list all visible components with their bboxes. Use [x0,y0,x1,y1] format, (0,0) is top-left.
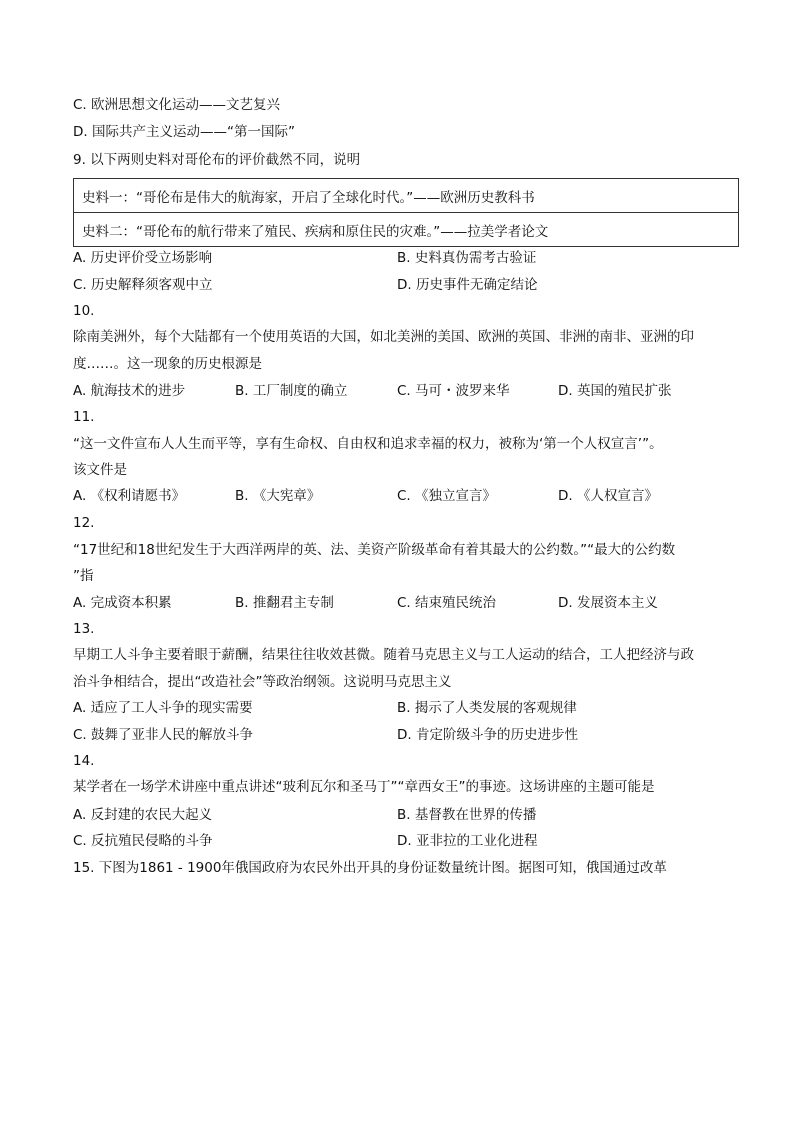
question-13-stem-line2: 治斗争相结合，提出“改造社会”等政治纲领。这说明马克思主义 [73,674,452,690]
option-b: B. 史料真伪需考古验证 [397,250,537,266]
question-14-stem-line1: 某学者在一场学术讲座中重点讲述“玻利瓦尔和圣马丁”“章西女王”的事迹。这场讲座的主题可能是 [73,779,655,795]
question-12-stem-line2: ”指 [73,568,94,584]
question-15-stem: 15. 下图为1861 - 1900年俄国政府为农民外出开具的身份证数量统计图。据图可知，俄国通过改革 [73,860,667,876]
question-11-stem-line2: 该文件是 [73,462,127,478]
source-2: 史料二：“哥伦布的航行带来了殖民、疾病和原住民的灾难。”——拉美学者论文 [74,213,739,247]
question-12-number: 12. [73,515,95,531]
question-14-number: 14. [73,753,95,769]
option-c: C. 马可・波罗来华 [397,383,510,399]
option-c: C. 欧洲思想文化运动——文艺复兴 [73,97,281,113]
option-c: C. 结束殖民统治 [397,595,497,611]
option-c: C. 历史解释须客观中立 [73,277,213,293]
option-d: D. 亚非拉的工业化进程 [397,833,538,849]
option-a: A. 《权利请愿书》 [73,488,186,504]
option-b: B. 工厂制度的确立 [235,383,348,399]
option-a: A. 完成资本积累 [73,595,172,611]
option-d: D. 历史事件无确定结论 [397,277,538,293]
option-a: A. 历史评价受立场影响 [73,250,213,266]
option-b: B. 基督教在世界的传播 [397,807,537,823]
option-d: D. 发展资本主义 [558,595,658,611]
option-d: D. 肯定阶级斗争的历史进步性 [397,727,578,743]
option-c: C. 反抗殖民侵略的斗争 [73,833,213,849]
question-11-number: 11. [73,409,95,425]
question-11-stem-line1: “这一文件宣布人人生而平等，享有生命权、自由权和追求幸福的权力，被称为‘第一个人权宣言’”。 [73,436,663,452]
option-c: C. 鼓舞了亚非人民的解放斗争 [73,727,254,743]
source-1: 史料一：“哥伦布是伟大的航海家，开启了全球化时代。”——欧洲历史教科书 [74,179,739,213]
option-d: D. 《人权宣言》 [558,488,658,504]
option-b: B. 揭示了人类发展的客观规律 [397,700,577,716]
question-10-number: 10. [73,303,95,319]
option-d: D. 国际共产主义运动——“第一国际” [73,124,295,140]
option-c: C. 《独立宣言》 [397,488,497,504]
option-a: A. 适应了工人斗争的现实需要 [73,700,253,716]
question-10-stem-line1: 除南美洲外，每个大陆都有一个使用英语的大国，如北美洲的美国、欧洲的英国、非洲的南非、亚洲的印 [73,329,694,345]
source-table [73,178,739,247]
question-9-stem: 9. 以下两则史料对哥伦布的评价截然不同，说明 [73,152,361,168]
question-13-stem-line1: 早期工人斗争主要着眼于薪酬，结果往往收效甚微。随着马克思主义与工人运动的结合，工人把经济与政 [73,647,694,663]
option-a: A. 反封建的农民大起义 [73,807,213,823]
option-b: B. 推翻君主专制 [235,595,334,611]
option-a: A. 航海技术的进步 [73,383,186,399]
question-12-stem-line1: “17世纪和18世纪发生于大西洋两岸的英、法、美资产阶级革命有着其最大的公约数。”“最大的公约数 [73,542,676,558]
option-d: D. 英国的殖民扩张 [558,383,672,399]
question-13-number: 13. [73,621,95,637]
option-b: B. 《大宪章》 [235,488,321,504]
question-10-stem-line2: 度……。这一现象的历史根源是 [73,356,262,372]
